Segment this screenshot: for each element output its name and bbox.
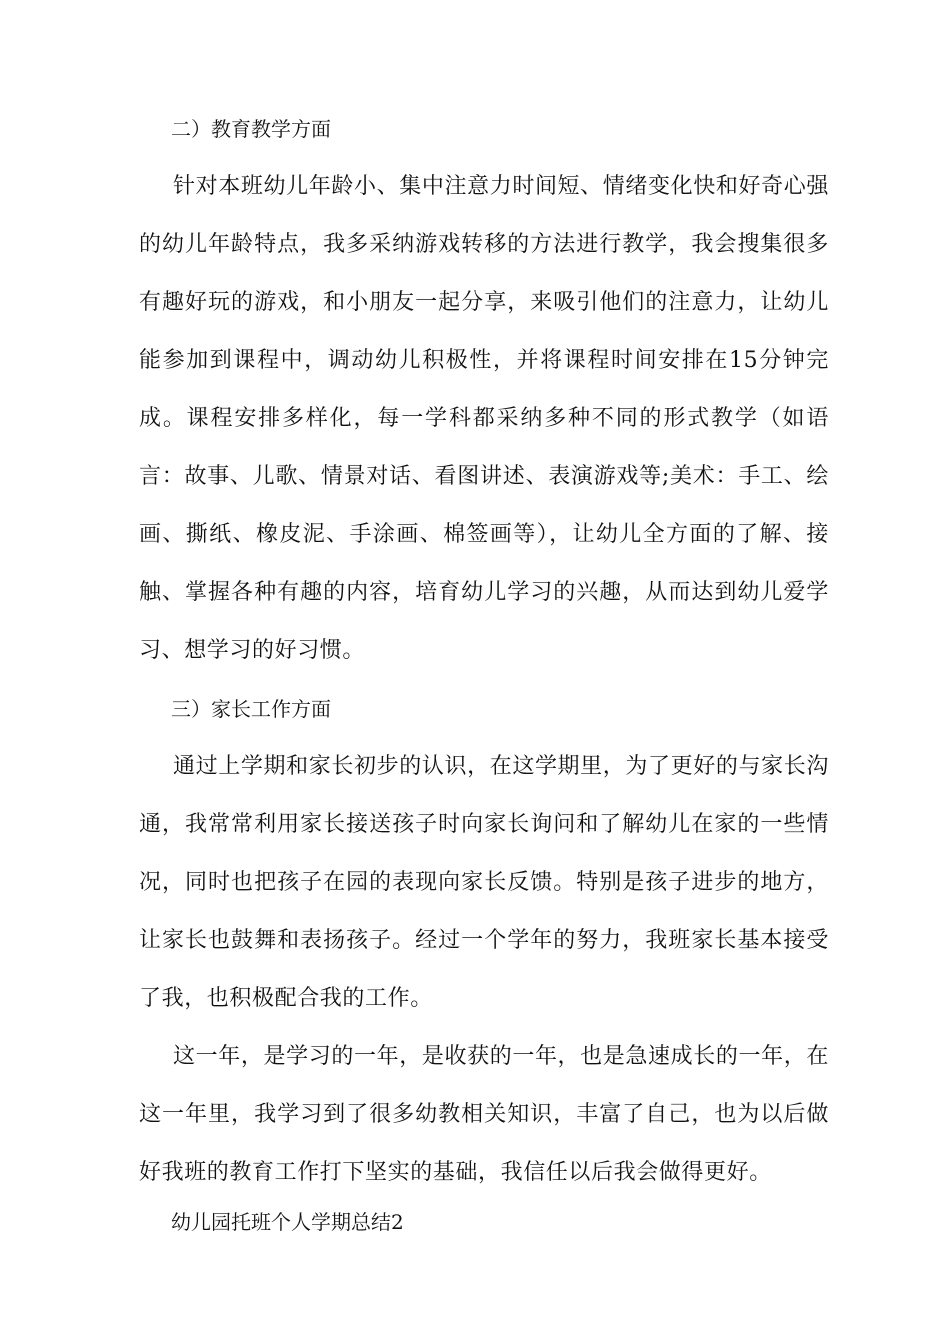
section-heading-parents: 三）家长工作方面 (171, 697, 331, 721)
paragraph-teaching: 针对本班幼儿年龄小、集中注意力时间短、情绪变化快和好奇心强的幼儿年龄特点，我多采纳游戏转移的方法进行教学，我会搜集很多有趣好玩的游戏，和小朋友一起分享，来吸引他们的注意力，让幼儿能参加到课程中，调动幼儿积极性，并将课程时间安排在15分钟完成。课程安排多样化，每一学科都采纳多种不同的形式教学（如语言：故事、儿歌、情景对话、看图讲述、表演游戏等;美术：手工、绘画、撕纸、橡皮泥、手涂画、棉签画等），让幼儿全方面的了解、接触、掌握各种有趣的内容，培育幼儿学习的兴趣，从而达到幼儿爱学习、想学习的好习惯。 (139, 174, 829, 663)
document-body (139, 100, 829, 1242)
section-heading-teaching: 二）教育教学方面 (171, 117, 331, 141)
paragraph-summary: 这一年，是学习的一年，是收获的一年，也是急速成长的一年，在这一年里，我学习到了很多幼教相关知识，丰富了自己，也为以后做好我班的教育工作打下坚实的基础，我信任以后我会做得更好。 (139, 1044, 829, 1185)
paragraph-parents: 通过上学期和家长初步的认识，在这学期里，为了更好的与家长沟通，我常常利用家长接送孩子时向家长询问和了解幼儿在家的一些情况，同时也把孩子在园的表现向家长反馈。特别是孩子进步的地方，让家长也鼓舞和表扬孩子。经过一个学年的努力，我班家长基本接受了我，也积极配合我的工作。 (139, 754, 829, 1011)
next-document-title: 幼儿园托班个人学期总结2 (171, 1210, 404, 1234)
